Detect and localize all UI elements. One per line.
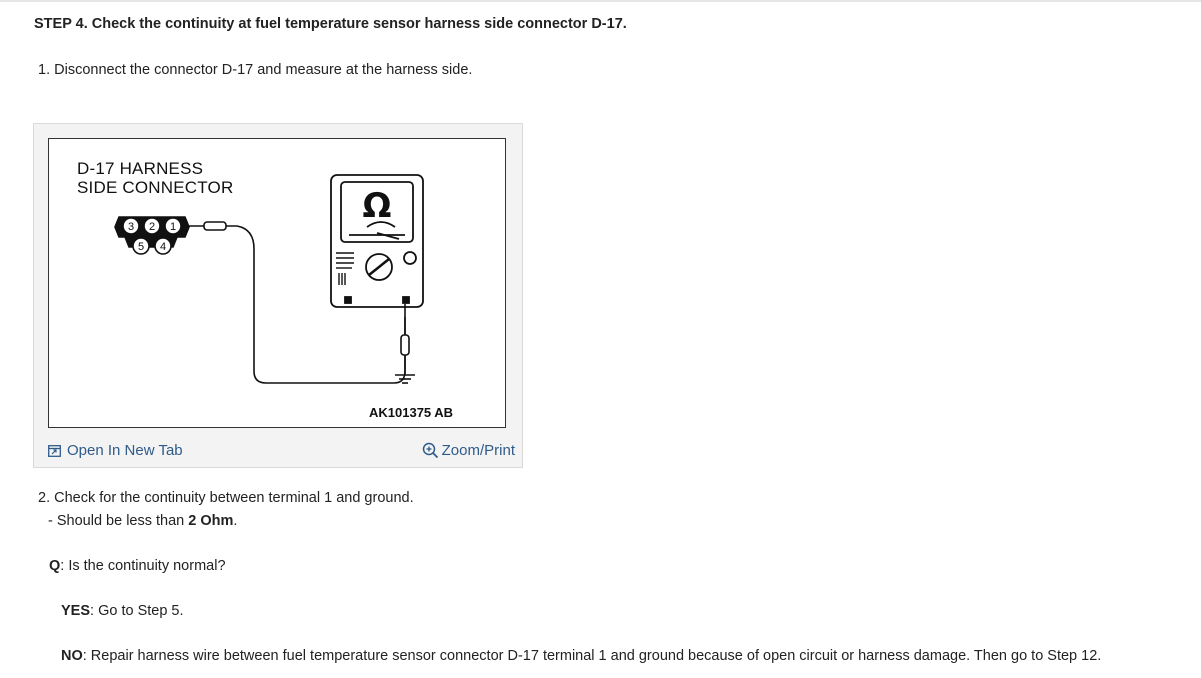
instruction-2: 2. Check for the continuity between terminal 1 and ground. [38, 490, 414, 506]
zoom-print-label: Zoom/Print [441, 442, 515, 459]
no-text: : Repair harness wire between fuel temperature sensor connector D-17 terminal 1 and ground because of open circuit or harness damage. Then go to Step 12. [82, 648, 1102, 664]
answer-yes [61, 603, 184, 619]
terminal-4-label: 4 [159, 241, 167, 253]
instruction-1: 1. Disconnect the connector D-17 and measure at the harness side. [38, 62, 473, 78]
connector-label-line1: D-17 HARNESS [77, 159, 204, 178]
zoom-print-link[interactable] [422, 442, 515, 459]
question-text: : Is the continuity normal? [60, 558, 226, 574]
terminal-3-label: 3 [127, 221, 135, 233]
figure-container [33, 123, 523, 468]
requirement-value: 2 Ohm [188, 513, 234, 529]
terminal-5-label: 5 [137, 241, 145, 253]
terminal-1-label: 1 [169, 221, 177, 233]
no-label: NO [61, 648, 83, 664]
open-tab-icon [48, 445, 61, 457]
instruction-2-requirement [48, 513, 237, 529]
ground-lead [395, 304, 415, 383]
diagram-image[interactable] [48, 138, 506, 428]
zoom-icon [422, 442, 439, 459]
step-title: STEP 4. Check the continuity at fuel temperature sensor harness side connector D-17. [34, 16, 627, 32]
ohm-symbol: Ω [362, 186, 392, 226]
figure-code: AK101375 AB [369, 405, 454, 420]
requirement-prefix: - Should be less than [48, 513, 189, 529]
connector-label [77, 159, 233, 197]
top-divider [0, 0, 1201, 2]
terminal-2-label: 2 [148, 221, 156, 233]
question-label: Q [49, 558, 61, 574]
open-in-new-tab-label: Open In New Tab [67, 442, 183, 459]
yes-text: : Go to Step 5. [90, 603, 184, 619]
question [49, 558, 226, 574]
connector-label-line2: SIDE CONNECTOR [77, 178, 234, 197]
answer-no [61, 648, 1101, 664]
open-in-new-tab-link[interactable] [48, 442, 183, 459]
requirement-suffix: . [233, 513, 238, 529]
yes-label: YES [61, 603, 91, 619]
